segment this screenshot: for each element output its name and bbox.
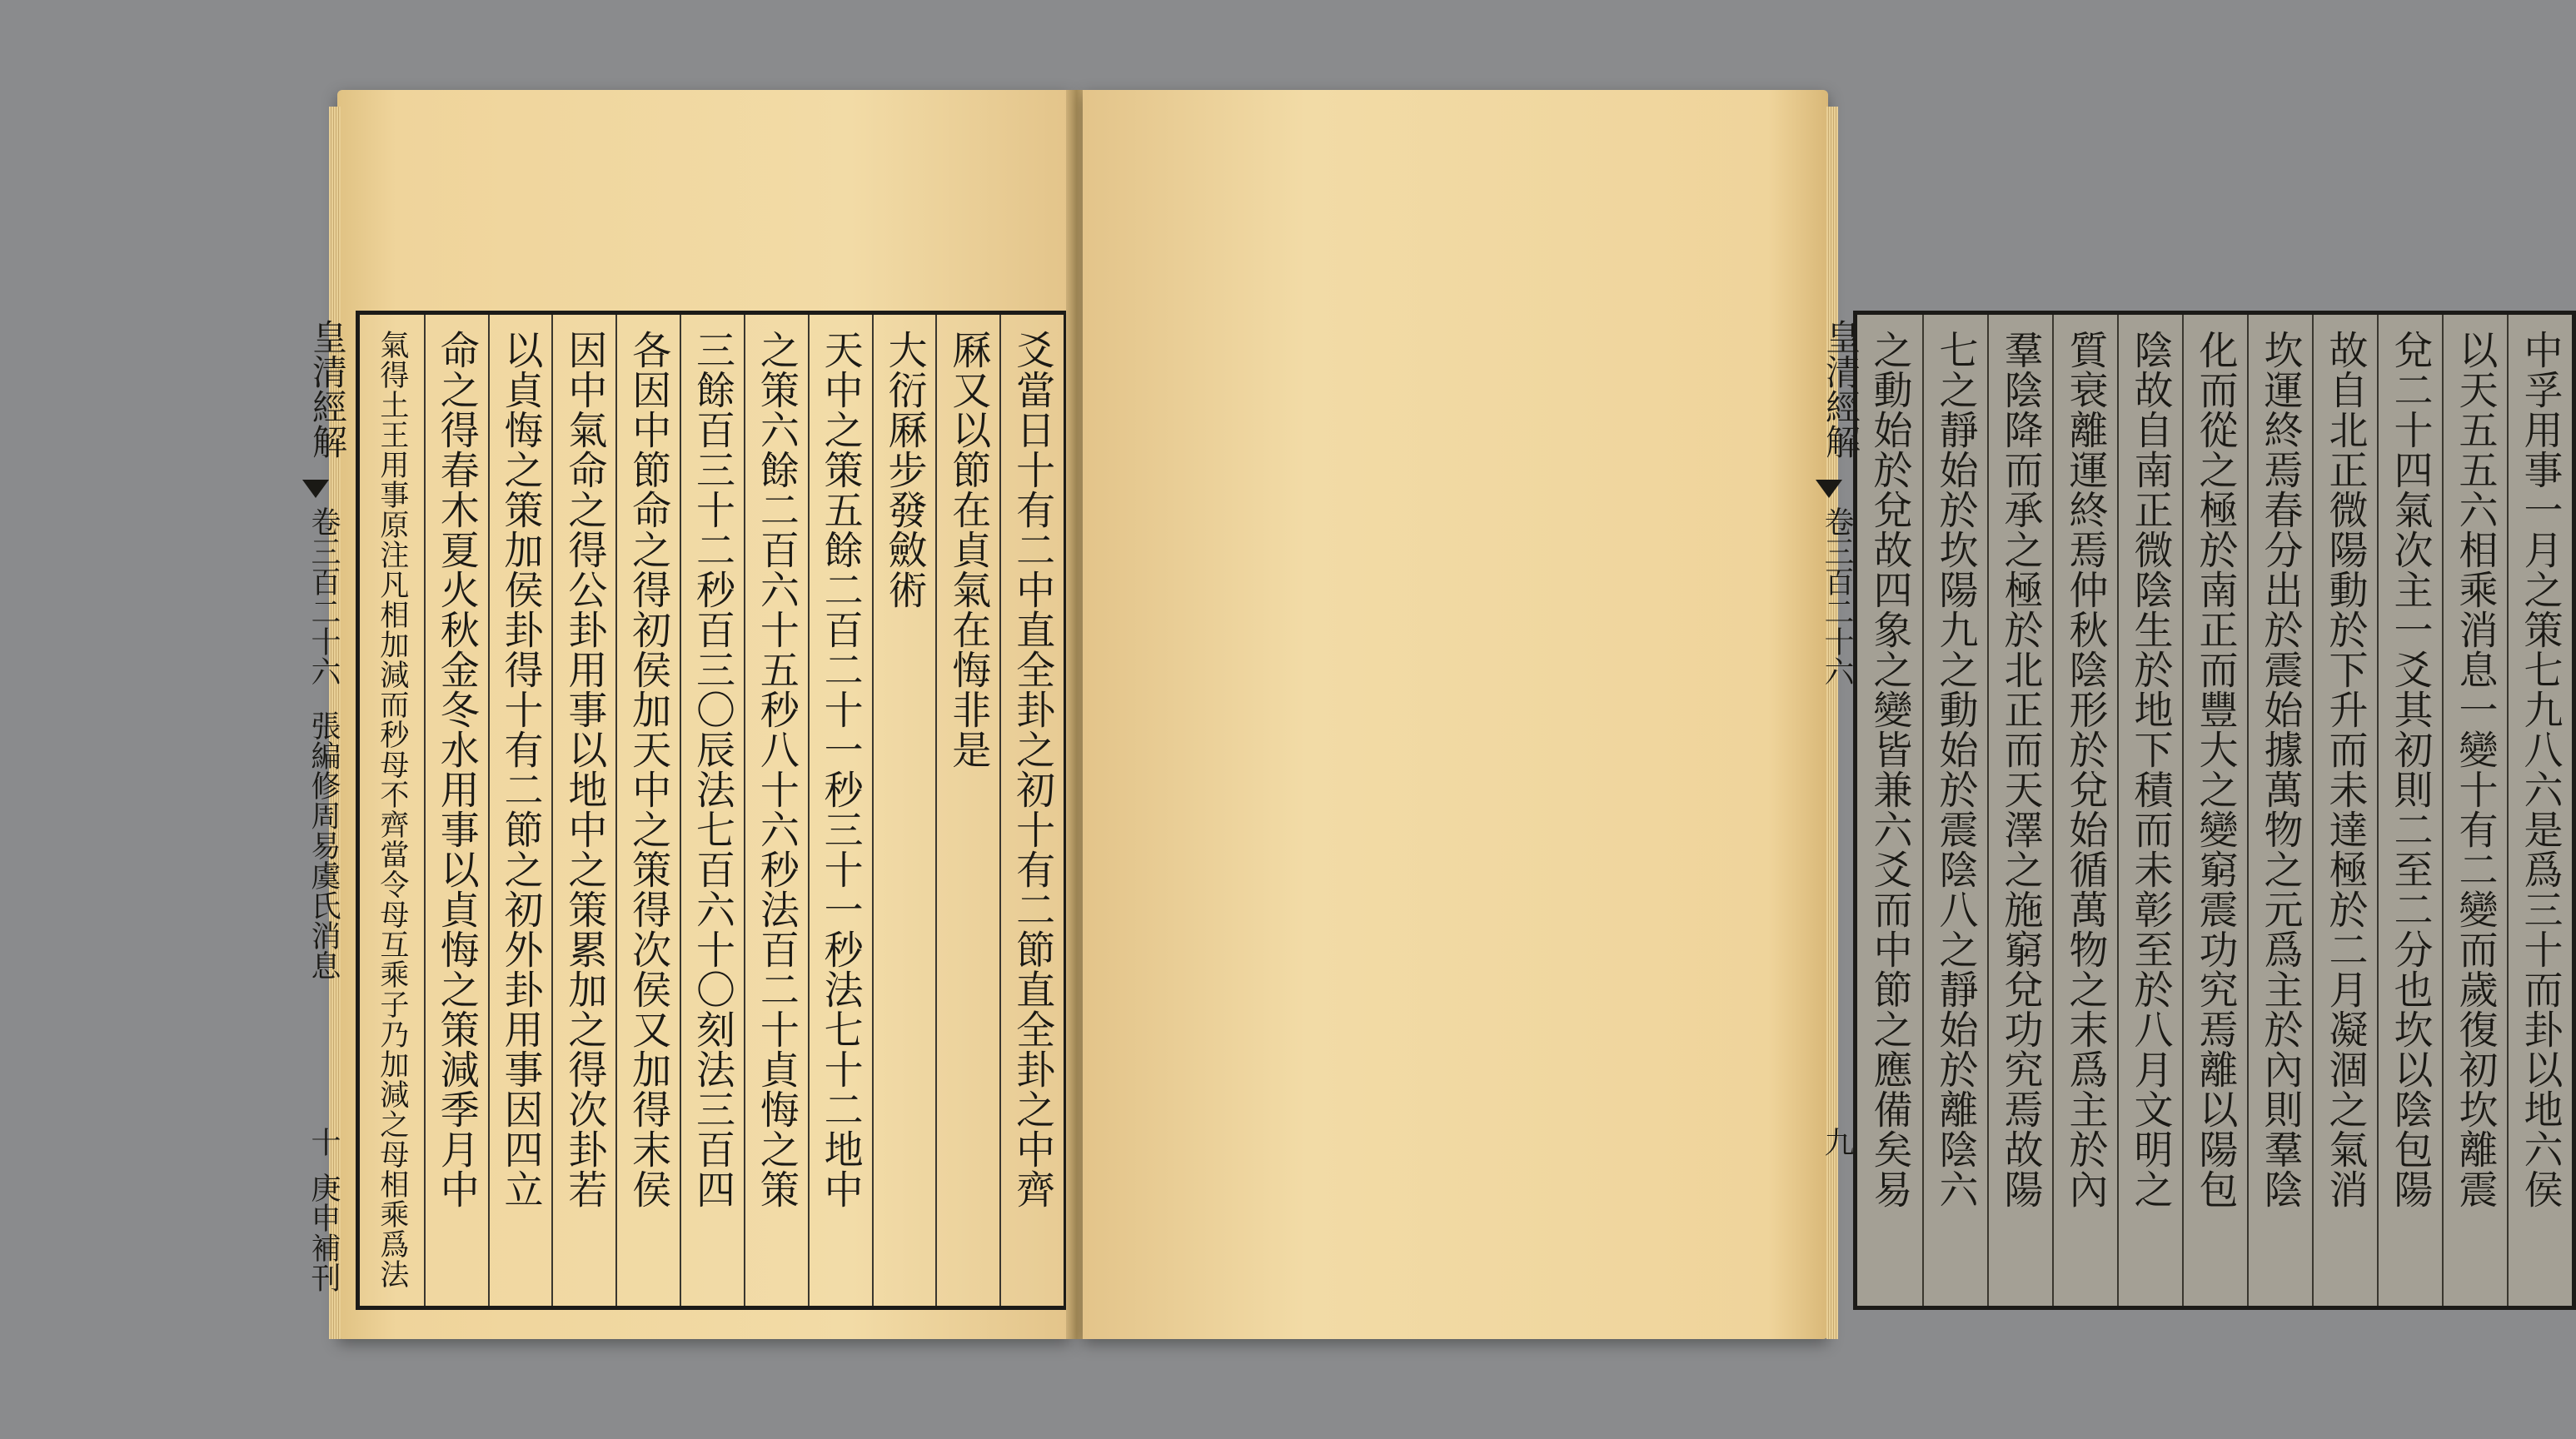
column-text: 坎運終焉春分出於震始據萬物之元爲主於內則羣陰 [2257, 330, 2304, 1209]
column-text: 中孚用事一月之策七九八六是爲三十而卦以地六侯 [2517, 330, 2564, 1209]
text-column [615, 315, 680, 1306]
left-margin-leaf: 十 [306, 1127, 341, 1157]
column-text: 爻當日十有二中直全卦之初十有二節直全卦之中齊 [1009, 330, 1056, 1209]
text-column [872, 315, 936, 1306]
text-column [744, 315, 808, 1306]
text-column [2507, 315, 2572, 1306]
right-margin-leaf: 九 [1820, 1127, 1854, 1157]
text-column [2117, 315, 2182, 1306]
left-margin-source: 張編修周易虞氏消息 [306, 710, 341, 980]
right-margin-volume: 卷三百二十六 [1820, 506, 1854, 686]
column-text: 故自北正微陽動於下升而未達極於二月凝涸之氣消 [2322, 330, 2369, 1209]
left-text-frame [356, 311, 1068, 1310]
text-column [1857, 315, 1922, 1306]
column-text: 質衰離運終焉仲秋陰形於兌始循萬物之末爲主於內 [2062, 330, 2109, 1209]
right-margin-fishtail [1816, 475, 1842, 503]
text-column [2442, 315, 2507, 1306]
column-text: 大衍厤步發斂術 [881, 330, 928, 610]
column-text: 三餘百三十二秒百三〇辰法七百六十〇刻法三百四 [689, 330, 735, 1209]
column-text: 天中之策五餘二百二十一秒三十一秒法七十二地中 [817, 330, 864, 1209]
column-text: 因中氣命之得公卦用事以地中之策累加之得次卦若 [561, 330, 608, 1209]
text-column [2377, 315, 2442, 1306]
column-text: 各因中節命之得初侯加天中之策得次侯又加得末侯 [625, 330, 672, 1209]
left-margin-title: 皇清經解 [307, 319, 348, 459]
column-text: 陰故自南正微陰生於地下積而未彰至於八月文明之 [2127, 330, 2174, 1209]
column-text: 羣陰降而承之極於北正而天澤之施窮兌功究焉故陽 [1997, 330, 2044, 1209]
right-margin-title: 皇清經解 [1821, 319, 1861, 459]
text-column [424, 315, 488, 1306]
text-column [2052, 315, 2117, 1306]
column-text: 以天五五六相乘消息一變十有二變而歲復初坎離震 [2452, 330, 2499, 1209]
column-text: 命之得春木夏火秋金冬水用事以貞悔之策減季月中 [433, 330, 480, 1209]
text-column [680, 315, 744, 1306]
fishtail-mark-icon [302, 480, 329, 498]
column-text: 以貞悔之策加侯卦得十有二節之初外卦用事因四立 [497, 330, 544, 1209]
left-margin-edition: 庚申補刊 [306, 1173, 341, 1292]
left-margin-volume: 卷三百二十六 [306, 506, 341, 686]
text-column [935, 315, 999, 1306]
text-column [488, 315, 552, 1306]
text-column [2247, 315, 2312, 1306]
text-column [2312, 315, 2377, 1306]
right-text-frame [1853, 311, 2576, 1310]
text-column [2182, 315, 2247, 1306]
text-column [1987, 315, 2052, 1306]
text-column [999, 315, 1064, 1306]
fishtail-mark-icon [1816, 480, 1842, 498]
left-page [337, 90, 1070, 1339]
text-column [1922, 315, 1987, 1306]
column-text: 之策六餘二百六十五秒八十六秒法百二十貞悔之策 [753, 330, 800, 1209]
left-margin-fishtail [302, 475, 329, 503]
open-book [306, 90, 2564, 1357]
column-text: 之動始於兌故四象之變皆兼六爻而中節之應備矣易 [1866, 330, 1913, 1209]
column-text: 兌二十四氣次主一爻其初則二至二分也坎以陰包陽 [2387, 330, 2434, 1209]
text-column [360, 315, 424, 1306]
column-text: 化而從之極於南正而豐大之變窮震功究焉離以陽包 [2192, 330, 2239, 1209]
text-column [551, 315, 615, 1306]
column-text: 氣得土王用事原注凡相加減而秒母不齊當令母互乘子乃加減之母相乘爲法 [375, 330, 409, 1289]
column-text: 七之靜始於坎陽九之動始於震陰八之靜始於離陰六 [1932, 330, 1979, 1209]
text-column [808, 315, 872, 1306]
column-text: 厤又以節在貞氣在悔非是 [945, 330, 992, 769]
